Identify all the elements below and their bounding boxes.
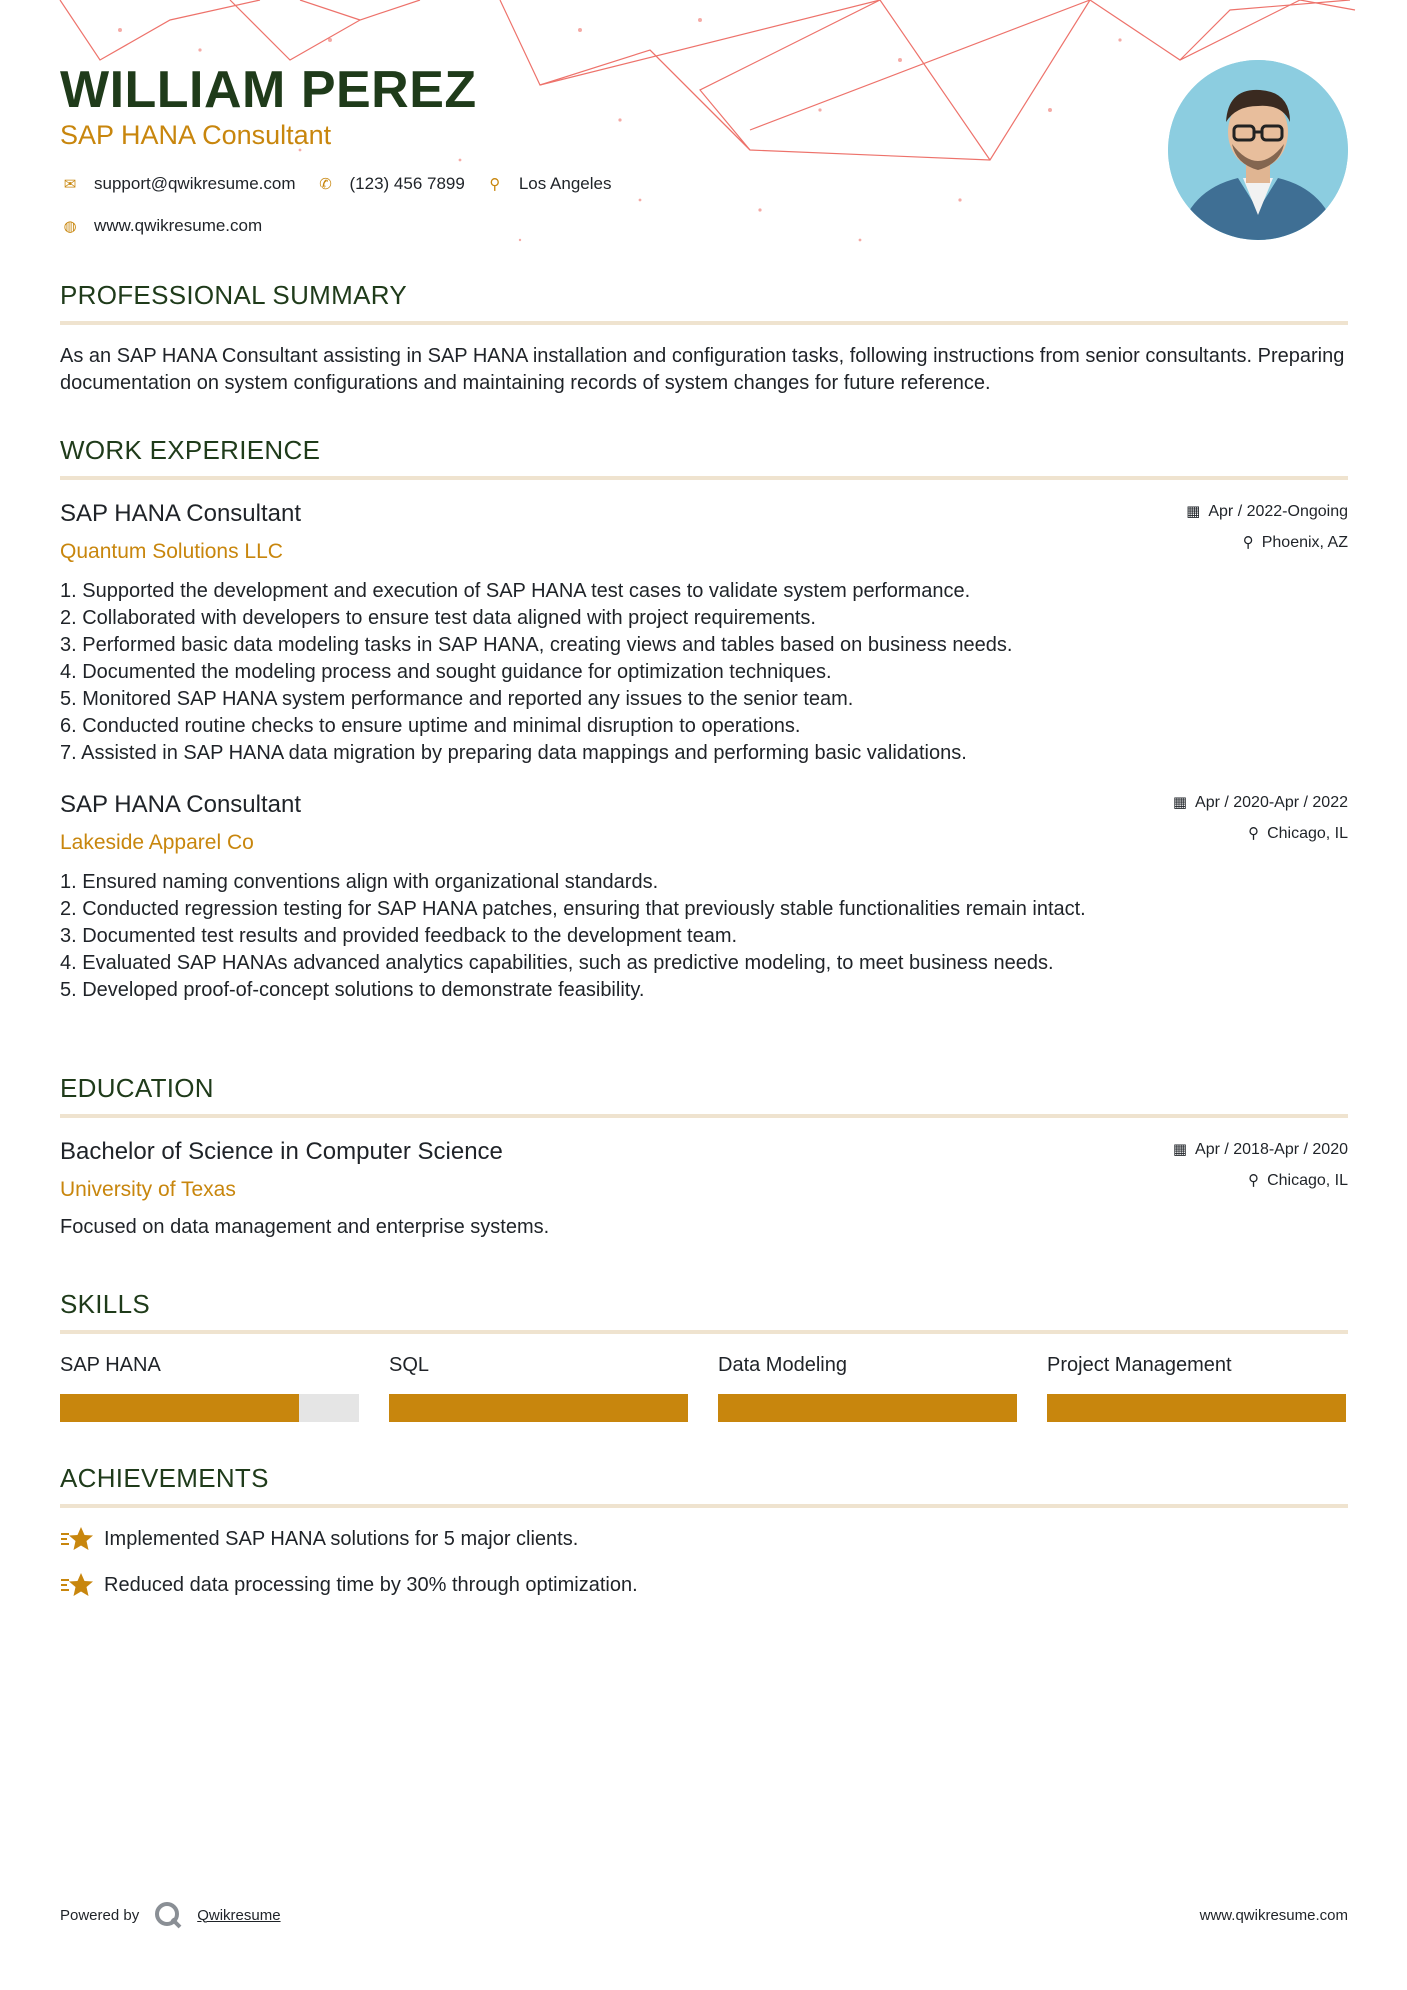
achievement-item xyxy=(60,1570,1348,1600)
pin-icon: ⚲ xyxy=(1242,534,1254,551)
phone-number[interactable]: (123) 456 7899 xyxy=(349,174,465,193)
list-item: 5. Monitored SAP HANA system performance and reported any issues to the senior team. xyxy=(60,688,854,710)
achievement-text: Reduced data processing time by 30% through optimization. xyxy=(104,1573,638,1596)
skill-bar-fill xyxy=(389,1394,688,1422)
summary-text: As an SAP HANA Consultant assisting in SAP HANA installation and configuration tasks, following instructions from senior consultants. Preparing documentation on system configurations and maintaining records of system changes for future reference. xyxy=(60,345,1345,394)
education-entry xyxy=(60,1138,1348,1239)
location: Los Angeles xyxy=(518,174,612,193)
envelope-icon: ✉ xyxy=(63,176,77,193)
skill-name: Data Modeling xyxy=(718,1354,847,1376)
skill-bar xyxy=(60,1394,359,1422)
footer xyxy=(60,1900,1348,1930)
calendar-icon: ▦ xyxy=(1172,1141,1188,1158)
company-name: Quantum Solutions LLC xyxy=(60,540,283,563)
skill-bar-fill xyxy=(1047,1394,1346,1422)
skill-item xyxy=(718,1354,1017,1422)
skill-name: SQL xyxy=(389,1354,430,1376)
list-item: 4. Documented the modeling process and sought guidance for optimization techniques. xyxy=(60,661,832,683)
company-name: Lakeside Apparel Co xyxy=(60,831,254,854)
list-item: 2. Conducted regression testing for SAP HANA patches, ensuring that previously stable functionalities remain intact. xyxy=(60,898,1086,920)
list-item: 3. Performed basic data modeling tasks in SAP HANA, creating views and tables based on business needs. xyxy=(60,634,1013,656)
skill-bar-fill xyxy=(718,1394,1017,1422)
location-pin-icon: ⚲ xyxy=(489,176,501,193)
experience-section xyxy=(60,435,1348,1004)
job-title: SAP HANA Consultant xyxy=(60,791,302,818)
education-heading: EDUCATION xyxy=(60,1073,1348,1118)
skill-item xyxy=(1047,1354,1346,1422)
candidate-name: WILLIAM PEREZ xyxy=(60,61,477,119)
education-description: Focused on data management and enterprise systems. xyxy=(60,1216,550,1238)
job-title: SAP HANA Consultant xyxy=(60,500,302,527)
skills-section xyxy=(60,1289,1348,1422)
job-dates: Apr / 2020-Apr / 2022 xyxy=(1195,794,1348,811)
profile-photo xyxy=(1168,60,1348,240)
list-item: 5. Developed proof-of-concept solutions to demonstrate feasibility. xyxy=(60,979,645,1001)
degree: Bachelor of Science in Computer Science xyxy=(60,1138,503,1165)
pin-icon: ⚲ xyxy=(1248,1172,1260,1189)
job-bullets xyxy=(60,578,1348,767)
powered-by-label: Powered by xyxy=(60,1906,140,1924)
skill-bar xyxy=(1047,1394,1346,1422)
job-location: Chicago, IL xyxy=(1267,825,1348,842)
pin-icon: ⚲ xyxy=(1248,825,1260,842)
summary-heading: PROFESSIONAL SUMMARY xyxy=(60,280,1348,325)
star-icon xyxy=(60,1524,94,1554)
email-link[interactable]: support@qwikresume.com xyxy=(94,174,296,193)
education-meta xyxy=(1173,1138,1348,1200)
skill-item xyxy=(60,1354,359,1422)
achievements-heading: ACHIEVEMENTS xyxy=(60,1463,1348,1508)
achievement-text: Implemented SAP HANA solutions for 5 major clients. xyxy=(104,1527,579,1550)
qwikresume-link[interactable]: Qwikresume xyxy=(197,1906,281,1924)
list-item: 3. Documented test results and provided feedback to the development team. xyxy=(60,925,738,947)
job-dates: Apr / 2022-Ongoing xyxy=(1208,503,1348,520)
education-section xyxy=(60,1073,1348,1239)
list-item: 4. Evaluated SAP HANAs advanced analytics capabilities, such as predictive modeling, to meet business needs. xyxy=(60,952,1054,974)
job-entry xyxy=(60,500,1348,767)
job-meta xyxy=(1173,791,1348,853)
job-meta xyxy=(1186,500,1348,562)
skill-name: Project Management xyxy=(1047,1354,1232,1376)
achievements-section xyxy=(60,1463,1348,1600)
contact-info xyxy=(60,172,631,256)
skill-name: SAP HANA xyxy=(60,1354,161,1376)
job-location: Phoenix, AZ xyxy=(1261,534,1348,551)
skill-bar xyxy=(718,1394,1017,1422)
candidate-title: SAP HANA Consultant xyxy=(60,120,332,150)
skill-bar-fill xyxy=(60,1394,299,1422)
footer-website-link[interactable]: www.qwikresume.com xyxy=(1199,1906,1348,1924)
skill-item xyxy=(389,1354,688,1422)
skills-heading: SKILLS xyxy=(60,1289,1348,1334)
phone-icon: ✆ xyxy=(319,176,332,193)
list-item: 7. Assisted in SAP HANA data migration by preparing data mappings and performing basic validations. xyxy=(60,742,967,764)
list-item: 1. Supported the development and execution of SAP HANA test cases to validate system performance. xyxy=(60,580,971,602)
education-dates: Apr / 2018-Apr / 2020 xyxy=(1195,1141,1348,1158)
job-bullets xyxy=(60,869,1348,1004)
globe-icon: ◍ xyxy=(63,218,77,235)
achievement-item xyxy=(60,1524,1348,1554)
education-location: Chicago, IL xyxy=(1267,1172,1348,1189)
school-name: University of Texas xyxy=(60,1178,236,1201)
list-item: 6. Conducted routine checks to ensure uptime and minimal disruption to operations. xyxy=(60,715,801,737)
star-icon xyxy=(60,1570,94,1600)
website-link[interactable]: www.qwikresume.com xyxy=(94,216,263,235)
list-item: 2. Collaborated with developers to ensure test data aligned with project requirements. xyxy=(60,607,816,629)
qwikresume-logo-icon xyxy=(153,1900,183,1930)
calendar-icon: ▦ xyxy=(1172,794,1188,811)
calendar-icon: ▦ xyxy=(1186,503,1201,520)
experience-heading: WORK EXPERIENCE xyxy=(60,435,1348,480)
summary-section xyxy=(60,280,1348,397)
list-item: 1. Ensured naming conventions align with organizational standards. xyxy=(60,871,659,893)
skill-bar xyxy=(389,1394,688,1422)
job-entry xyxy=(60,791,1348,1004)
